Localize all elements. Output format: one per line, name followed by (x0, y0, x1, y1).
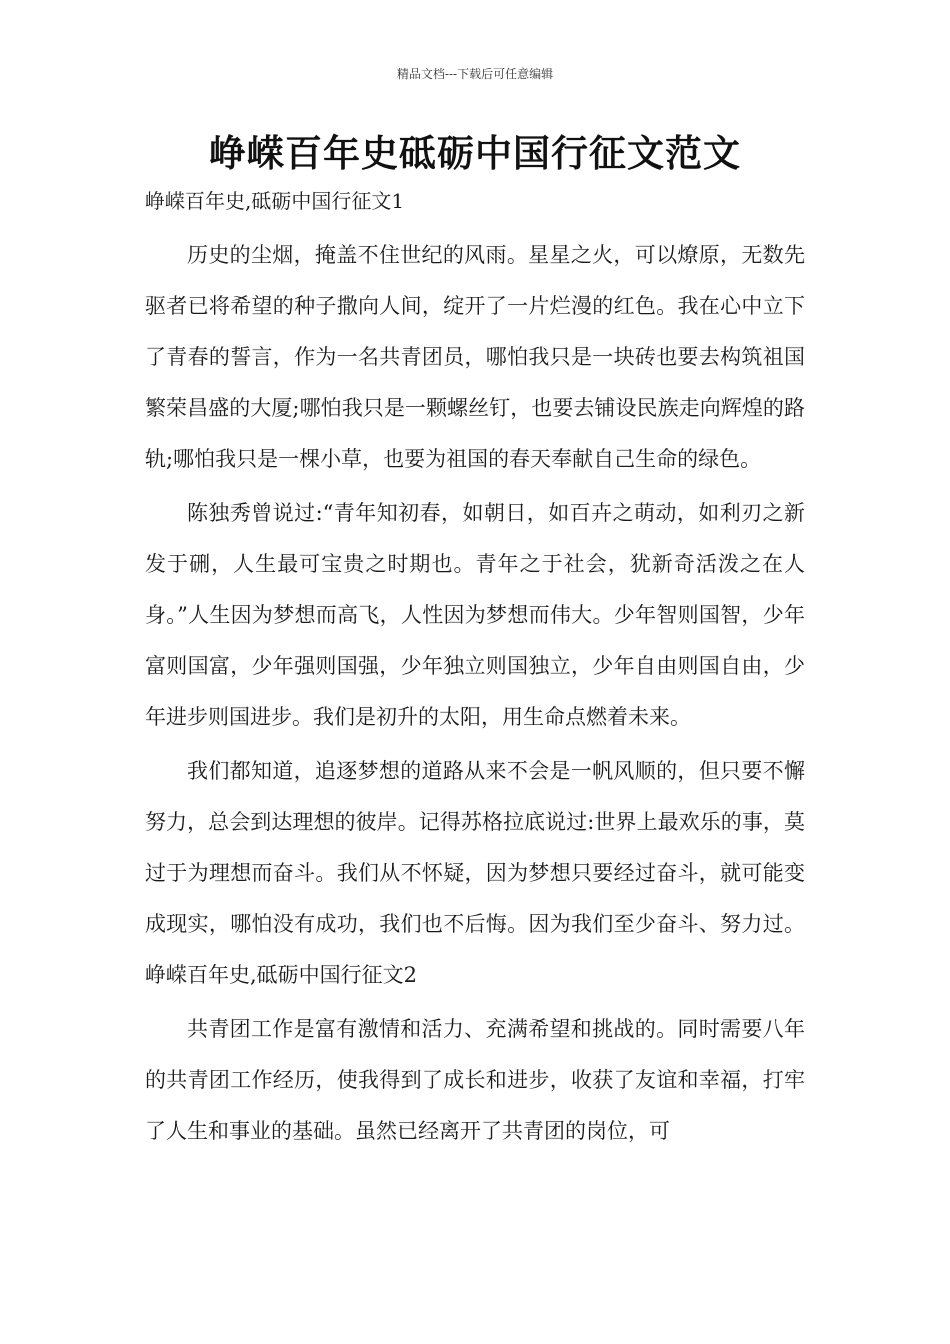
header-note: 精品文档---下载后可任意编辑 (396, 67, 554, 81)
paragraph-2: 陈独秀曾说过:“青年知初春，如朝日，如百卉之萌动，如利刃之新发于硎，人生最可宝贵之时期也。青年之于社会，犹新奇活泼之在人身。”人生因为梦想而高飞，人性因为梦想而伟大。少年智则国智，少年富则国富，少年强则国强，少年独立则国独立，少年自由则国自由，少年进步则国进步。我们是初升的太阳，用生命点燃着未来。 (145, 501, 805, 729)
document-body (145, 184, 805, 1160)
paragraph-1: 历史的尘烟，掩盖不住世纪的风雨。星星之火，可以燎原，无数先驱者已将希望的种子撒向人间，绽开了一片烂漫的红色。我在心中立下了青春的誓言，作为一名共青团员，哪怕我只是一块砖也要去构筑祖国繁荣昌盛的大厦;哪怕我只是一颗螺丝钉，也要去铺设民族走向辉煌的路轨;哪怕我只是一棵小草，也要为祖国的春天奉献自己生命的绿色。 (145, 243, 805, 471)
paragraph-4: 共青团工作是富有激情和活力、充满希望和挑战的。同时需要八年的共青团工作经历，使我得到了成长和进步，收获了友谊和幸福，打牢了人生和事业的基础。虽然已经离开了共青团的岗位，可 (145, 1017, 805, 1143)
document-title: 峥嵘百年史砥砺中国行征文范文 (209, 132, 741, 175)
section-subheading: 峥嵘百年史,砥砺中国行征文1 (145, 189, 405, 213)
paragraph-3: 我们都知道，追逐梦想的道路从来不会是一帆风顺的，但只要不懈努力，总会到达理想的彼岸。记得苏格拉底说过:世界上最欢乐的事，莫过于为理想而奋斗。我们从不怀疑，因为梦想只要经过奋斗，就可能变成现实，哪怕没有成功，我们也不后悔。因为我们至少奋斗、努力过。峥嵘百年史,砥砺中国行征文2 (145, 759, 805, 987)
